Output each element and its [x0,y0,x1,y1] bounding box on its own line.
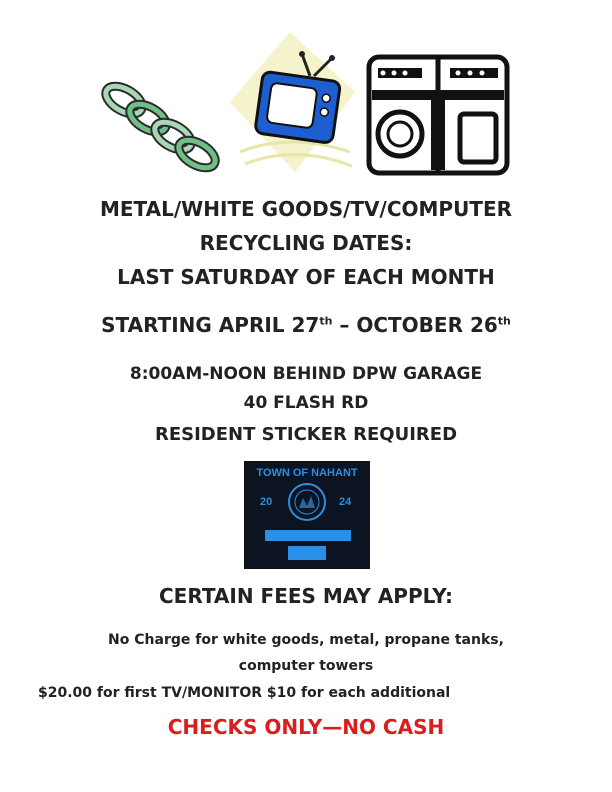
dates-sup-1: th [319,314,333,328]
fees-line-1: No Charge for white goods, metal, propane tanks, [108,632,504,648]
dates-prefix: STARTING APRIL 27 [101,313,320,337]
sticker-town: TOWN OF NAHANT [256,467,358,479]
resident-sticker [244,461,370,569]
heading-line-1: METAL/WHITE GOODS/TV/COMPUTER [99,197,513,221]
dates-sup-2: th [497,314,511,328]
dates-line [0,313,612,337]
dates-middle: – OCTOBER 26 [332,313,498,337]
fees-line-3: $20.00 for first TV/MONITOR $10 for each additional [38,685,451,701]
payment-notice: CHECKS ONLY—NO CASH [167,715,445,739]
television-icon [220,32,360,182]
heading-line-3: LAST SATURDAY OF EACH MONTH [117,265,495,289]
sticker-year-left: 20 [260,496,273,508]
fees-line-2: computer towers [238,658,374,674]
sticker-bar-bottom [288,546,326,560]
washer-dryer-icon [366,54,510,176]
sticker-year-right: 24 [339,496,352,508]
fees-heading: CERTAIN FEES MAY APPLY: [159,584,453,608]
time-location: 8:00AM-NOON BEHIND DPW GARAGE [129,364,483,384]
town-seal-icon [287,482,327,522]
sticker-bar-top [265,530,351,541]
chain-icon [100,78,220,178]
sticker-requirement: RESIDENT STICKER REQUIRED [154,424,458,445]
heading-line-2: RECYCLING DATES: [199,231,413,255]
address: 40 FLASH RD [243,393,369,413]
